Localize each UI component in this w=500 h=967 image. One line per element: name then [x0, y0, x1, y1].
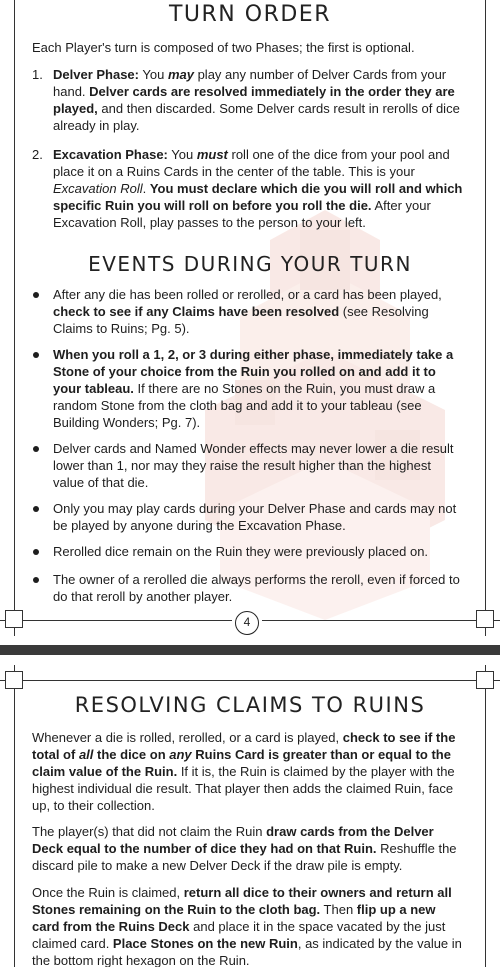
rulebook-page-5 [0, 655, 500, 967]
delver-phase-text: Delver Phase: You may play any number of Delver Cards from your hand. Delver cards are resolved immediately in the order they are played, and then discarded. Some Delver cards result in rerolls of dice already in play. [53, 67, 460, 133]
frame-line-right [485, 0, 486, 636]
bullet-icon [33, 446, 39, 452]
resolving-paragraph: Whenever a die is rolled, rerolled, or a card is played, check to see if the total of all the dice on any Ruins Card is greater than or equal to the claim value of the Ruin. If it is, the Ruin is claimed by the player with the highest individual die result. That player then adds the claimed Ruin, face up, to their collection. [32, 730, 456, 813]
turn-order-title: TURN ORDER [168, 2, 331, 27]
frame-corner-square [476, 610, 494, 628]
page-number-badge: 4 [235, 611, 259, 635]
events-title: EVENTS DURING YOUR TURN [88, 252, 412, 276]
frame-line-top [0, 680, 500, 681]
event-item: When you roll a 1, 2, or 3 during either phase, immediately take a Stone of your choice from the Ruin you rolled on and add it to your tableau. If there are no Stones on the Ruin, you must draw a random Stone from the cloth bag and add it to your tableau (see Building Wonders; Pg. 7). [53, 347, 454, 430]
resolving-claims-title: RESOLVING CLAIMS TO RUINS [74, 693, 426, 717]
event-item: Rerolled dice remain on the Ruin they were previously placed on. [53, 544, 429, 559]
frame-corner-square [5, 671, 23, 689]
bullet-icon [33, 506, 39, 512]
event-item: After any die has been rolled or rerolled, or a card has been played, check to see if any Claims have been resolved (see Resolving Claims to Ruins; Pg. 5). [53, 287, 442, 336]
page-divider [0, 645, 500, 655]
bullet-icon [33, 352, 39, 358]
resolving-paragraph: Once the Ruin is claimed, return all dice to their owners and return all Stones remaining on the Ruin to the cloth bag. Then flip up a new card from the Ruins Deck and place it in the space vacated by the just claimed card. Place Stones on the new Ruin, as indicated by the value in the bottom right hexagon on the Ruin. [32, 885, 462, 967]
event-item: Only you may play cards during your Delver Phase and cards may not be played by anyone during the Excavation Phase. [53, 501, 457, 533]
turn-order-intro: Each Player's turn is composed of two Phases; the first is optional. [32, 40, 415, 55]
phase-number: 1. [32, 67, 43, 82]
bullet-icon [33, 292, 39, 298]
bullet-icon [33, 549, 39, 555]
frame-line-bottom-right [262, 620, 500, 621]
frame-line-bottom-left [0, 620, 232, 621]
frame-line-left [14, 0, 15, 636]
resolving-paragraph: The player(s) that did not claim the Ruin draw cards from the Delver Deck equal to the number of dice they had on that Ruin. Reshuffle the discard pile to make a new Delver Deck if the draw pile is empty. [32, 824, 457, 873]
frame-corner-square [5, 610, 23, 628]
phase-number: 2. [32, 147, 43, 162]
bullet-icon [33, 577, 39, 583]
event-item: Delver cards and Named Wonder effects may never lower a die result lower than 1, nor may they raise the result higher than the highest value of that die. [53, 441, 454, 490]
event-item: The owner of a rerolled die always performs the reroll, even if forced to do that reroll by another player. [53, 572, 460, 604]
frame-corner-square [476, 671, 494, 689]
excavation-phase-text: Excavation Phase: You must roll one of the dice from your pool and place it on a Ruins Cards in the center of the table. This is your Excavation Roll. You must declare which die you will roll and which specific Ruin you will roll on before you roll the die. After your Excavation Roll, play passes to the person to your left. [53, 147, 463, 230]
